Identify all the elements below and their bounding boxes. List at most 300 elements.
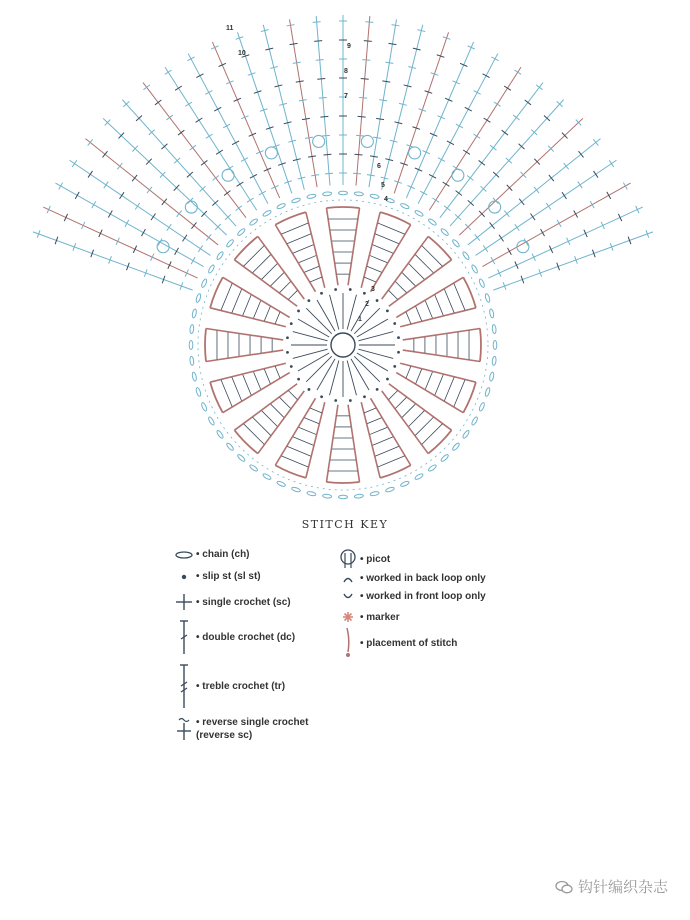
chain-stitch: [354, 192, 363, 197]
wedge-crossbar: [415, 255, 433, 273]
brim-stitch: [72, 160, 76, 167]
slip-stitch-dot: [393, 322, 396, 325]
brim-stitch: [564, 163, 569, 169]
brim-stitch: [177, 211, 182, 217]
wedge-crossbar: [244, 246, 265, 267]
key-item-double-crochet: [172, 618, 295, 656]
back-loop-icon: [336, 573, 360, 585]
brim-stitch: [102, 151, 107, 157]
brim-picot: [185, 201, 197, 213]
wedge-crossbar: [378, 456, 405, 467]
wedge-outline: [403, 328, 480, 361]
chain-stitch: [339, 495, 348, 499]
round-number-9: 9: [347, 43, 351, 50]
round-number-11: 11: [226, 25, 234, 32]
brim-stitch: [484, 118, 491, 122]
brim-stitch: [432, 198, 439, 202]
brim-stitch: [504, 211, 509, 217]
chain-stitch: [462, 430, 470, 439]
brim-stitch: [392, 25, 400, 26]
brim-stitch: [474, 91, 481, 95]
key-label-chain: • chain (ch): [196, 549, 250, 560]
placement-icon: [336, 626, 360, 660]
slip-stitch-dot: [376, 299, 379, 302]
chain-stitch: [226, 239, 235, 248]
wedge-crossbar: [409, 411, 424, 426]
brim-stitch: [514, 70, 521, 74]
brim-stitch: [593, 171, 597, 178]
brim-stitch: [574, 211, 578, 218]
brim-stitch: [296, 81, 304, 82]
chain-icon: [172, 549, 196, 561]
round-number-3: 3: [371, 286, 375, 293]
brim-stitch: [456, 191, 462, 196]
slip-stitch-dot: [376, 388, 379, 391]
treble-crochet-icon: [172, 662, 196, 710]
chain-stitch: [462, 251, 470, 260]
brim-stitch: [513, 115, 519, 120]
wedge-crossbar: [370, 256, 387, 263]
wedge-crossbar: [288, 391, 297, 400]
wedge-crossbar: [422, 424, 443, 445]
brim-stitch: [88, 139, 93, 145]
brim-stitch: [120, 192, 124, 199]
brim-picot: [157, 241, 169, 253]
key-label-back-loop: • worked in back loop only: [360, 573, 486, 584]
brim-stitch: [507, 248, 511, 255]
brim-stitch: [135, 203, 139, 210]
wedge-crossbar: [287, 234, 310, 244]
wechat-icon: [555, 880, 573, 894]
key-item-reverse-single-crochet: [172, 716, 308, 742]
brim-stitch: [473, 134, 480, 138]
chain-stitch: [195, 293, 201, 303]
brim-stitch: [562, 192, 566, 199]
chain-stitch: [307, 491, 317, 496]
wedge-outline: [275, 212, 324, 292]
wedge-outline: [396, 363, 476, 412]
brim-stitch: [213, 176, 219, 181]
brim-stitch: [362, 60, 370, 61]
wedge-crossbar: [253, 417, 271, 435]
brim-stitch: [359, 97, 367, 98]
round-number-8: 8: [344, 68, 348, 75]
front-loop-icon: [336, 591, 360, 603]
brim-stitch: [167, 224, 171, 231]
wedge-crossbar: [264, 369, 270, 383]
brim-stitch: [187, 57, 194, 61]
brim-stitch: [191, 257, 195, 264]
brim-stitch: [232, 141, 239, 145]
chain-stitch: [276, 480, 286, 487]
brim-stitch: [290, 43, 298, 44]
brim-stitch: [316, 60, 324, 61]
wedge-top-bar: [380, 212, 411, 225]
brim-stitch: [382, 81, 390, 82]
wedge-crossbar: [262, 411, 277, 426]
wedge-top-bar: [463, 277, 476, 308]
wedge-top-bar: [380, 465, 411, 478]
round-number-7: 7: [344, 93, 348, 100]
chain-stitch: [249, 218, 258, 226]
brim-stitch: [132, 175, 137, 181]
brim-stitch: [117, 163, 122, 169]
wedge-crossbar: [288, 290, 297, 299]
key-item-front-loop: [336, 590, 486, 603]
brim-picot: [361, 135, 373, 147]
wedge-crossbar: [389, 391, 398, 400]
chain-stitch: [370, 491, 380, 496]
brim-stitch: [519, 199, 524, 205]
chain-stitch: [385, 486, 395, 492]
brim-stitch: [178, 130, 184, 135]
wedge-top-bar: [234, 236, 257, 259]
brim-stitch: [490, 145, 496, 150]
chain-stitch: [471, 416, 479, 426]
brim-stitch: [504, 86, 511, 90]
key-item-chain: [172, 548, 250, 561]
brim-stitch: [456, 124, 463, 128]
chain-stitch: [428, 464, 437, 472]
wedge-crossbar: [243, 375, 251, 395]
brim-column: [165, 67, 257, 210]
brim-stitch: [311, 175, 319, 176]
slip-stitch-dot: [363, 395, 366, 398]
chain-stitch: [237, 454, 246, 463]
wedge-crossbar: [281, 223, 308, 234]
wedge-crossbar: [416, 369, 422, 383]
chain-stitch: [237, 228, 246, 237]
brim-stitch: [467, 176, 473, 181]
key-label-single-crochet: • single crochet (sc): [196, 596, 291, 608]
brim-stitch: [609, 160, 613, 167]
brim-stitch: [515, 224, 519, 231]
wedge-top-bar: [480, 328, 481, 361]
brim-stitch: [250, 174, 257, 178]
chain-stitch: [276, 203, 286, 210]
wedge-crossbar: [264, 306, 270, 320]
stitch-key-title: STITCH KEY: [301, 518, 389, 531]
brim-stitch: [593, 139, 598, 145]
wedge-crossbar: [271, 404, 284, 417]
wedge-top-bar: [326, 482, 359, 483]
brim-stitch: [299, 100, 307, 101]
chain-stitch: [489, 372, 494, 382]
brim-stitch: [536, 85, 542, 90]
brim-stitch: [379, 100, 387, 101]
wedge-crossbar: [389, 290, 398, 299]
wedge-crossbar: [425, 372, 432, 389]
chain-stitch: [201, 402, 208, 412]
chain-stitch: [478, 402, 485, 412]
brim-stitch: [370, 156, 378, 157]
chain-stitch: [208, 416, 216, 426]
brim-stitch: [438, 158, 445, 162]
watermark: [555, 876, 668, 897]
chain-stitch: [216, 251, 224, 260]
brim-stitch: [314, 41, 322, 42]
brim-stitch: [198, 245, 202, 252]
slip-stitch-dot: [349, 399, 352, 402]
brim-stitch: [443, 182, 450, 186]
wedge-crossbar: [221, 283, 232, 310]
chain-stitch: [440, 454, 449, 463]
chain-stitch: [307, 194, 317, 199]
chain-stitch: [400, 480, 410, 487]
wedge-crossbar: [364, 408, 376, 413]
key-label-slip-stitch: • slip st (sl st): [196, 571, 261, 582]
wedge-top-bar: [234, 430, 257, 453]
brim-stitch: [502, 130, 508, 135]
brim-stitch: [361, 79, 369, 80]
slip-stitch-dot: [397, 351, 400, 354]
brim-picot: [409, 147, 421, 159]
wedge-crossbar: [254, 372, 261, 389]
brim-stitch: [483, 245, 487, 252]
brim-stitch: [313, 22, 321, 23]
brim-stitch: [388, 43, 396, 44]
wedge-crossbar: [373, 245, 393, 253]
brim-stitch: [293, 62, 301, 63]
brim-stitch: [607, 192, 611, 199]
wedge-crossbar: [254, 301, 261, 318]
chain-stitch: [414, 473, 424, 481]
brim-stitch: [578, 182, 582, 189]
wedge-crossbar: [378, 223, 405, 234]
brim-stitch: [358, 116, 366, 117]
wedge-crossbar: [243, 295, 251, 315]
wedge-outline: [396, 277, 476, 326]
slip-stitch-dot: [320, 395, 323, 398]
chain-stitch: [400, 203, 410, 210]
wedge-outline: [326, 405, 359, 482]
brim-stitch: [356, 135, 364, 136]
wedge-crossbar: [271, 273, 284, 286]
wedge-crossbar: [275, 312, 280, 324]
slip-stitch-dot: [307, 299, 310, 302]
single-crochet-icon: [172, 592, 196, 612]
brim-stitch: [444, 206, 450, 211]
brim-stitch: [623, 183, 627, 190]
chain-stitch: [428, 218, 437, 226]
wedge-top-bar: [428, 236, 451, 259]
brim-picot: [517, 241, 529, 253]
slip-stitch-dot: [363, 292, 366, 295]
brim-stitch: [447, 141, 454, 145]
slip-stitch-icon: [172, 571, 196, 583]
wedge-crossbar: [375, 234, 398, 244]
brim-stitch: [376, 118, 384, 119]
slip-stitch-dot: [320, 292, 323, 295]
brim-column: [369, 19, 397, 187]
chain-stitch: [262, 210, 272, 218]
brim-stitch: [223, 124, 230, 128]
wedge-crossbar: [287, 446, 310, 456]
chain-stitch: [452, 442, 461, 451]
reverse-single-crochet-icon: [172, 716, 196, 742]
wedge-top-bar: [210, 277, 223, 308]
wedge-crossbar: [454, 283, 465, 310]
wedge-crossbar: [444, 289, 454, 312]
wedge-crossbar: [293, 245, 313, 253]
round-4-ring: [198, 200, 488, 490]
chain-stitch: [189, 341, 193, 350]
brim-stitch: [590, 201, 594, 208]
brim-stitch: [546, 203, 550, 210]
brim-stitch: [367, 175, 375, 176]
wedge-crossbar: [232, 289, 242, 312]
brim-stitch: [259, 191, 266, 195]
wedge-crossbar: [373, 437, 393, 445]
brim-stitch: [175, 248, 179, 255]
wedge-outline: [275, 398, 324, 478]
chain-stitch: [492, 324, 497, 333]
brim-stitch: [151, 213, 155, 220]
brim-stitch: [206, 234, 211, 240]
wedge-crossbar: [375, 446, 398, 456]
wedge-crossbar: [367, 266, 381, 272]
brim-stitch: [191, 222, 196, 228]
brim-stitch: [322, 135, 330, 136]
wedge-top-bar: [205, 328, 206, 361]
key-item-slip-stitch: [172, 570, 261, 583]
wedge-crossbar: [253, 255, 271, 273]
brim-stitch: [162, 199, 167, 205]
brim-column: [429, 67, 521, 210]
brim-stitch: [355, 154, 363, 155]
brim-stitch: [320, 116, 328, 117]
brim-stitch: [196, 118, 203, 122]
brim-stitch: [465, 107, 472, 111]
chain-stitch: [370, 194, 380, 199]
brim-stitch: [479, 160, 485, 165]
key-item-back-loop: [336, 572, 486, 585]
wedge-outline: [210, 277, 290, 326]
wedge-outline: [206, 328, 283, 361]
chain-stitch: [192, 372, 197, 382]
brim-stitch: [490, 222, 495, 228]
brim-stitch: [534, 187, 539, 193]
wedge-crossbar: [364, 277, 376, 282]
slip-stitch-dot: [286, 336, 289, 339]
brim-stitch: [185, 102, 192, 106]
marker-icon: [336, 610, 360, 624]
slip-stitch-dot: [393, 365, 396, 368]
brim-picot: [313, 135, 325, 147]
round-number-1: 1: [358, 316, 362, 323]
wedge-crossbar: [280, 282, 291, 293]
chain-stitch: [414, 210, 424, 218]
chain-stitch: [190, 324, 195, 333]
wedge-top-bar: [463, 382, 476, 413]
brim-stitch: [325, 173, 333, 174]
slip-stitch-dot: [334, 288, 337, 291]
chain-stitch: [201, 278, 208, 288]
brim-picot: [452, 169, 464, 181]
brim-stitch: [214, 107, 221, 111]
wedge-crossbar: [370, 427, 387, 434]
round-number-4: 4: [384, 196, 388, 203]
brim-stitch: [549, 175, 554, 181]
chain-stitch: [190, 356, 195, 365]
wedge-crossbar: [422, 246, 443, 267]
chain-stitch: [489, 309, 494, 319]
brim-stitch: [365, 22, 373, 23]
watermark-text: 钩针编织杂志: [577, 878, 668, 896]
chain-stitch: [249, 464, 258, 472]
wedge-crossbar: [415, 417, 433, 435]
brim-stitch: [323, 154, 331, 155]
slip-stitch-dot: [290, 322, 293, 325]
chain-stitch: [452, 239, 461, 248]
brim-stitch: [541, 229, 545, 236]
wedge-crossbar: [402, 273, 415, 286]
brim-stitch: [499, 235, 503, 242]
brim-stitch: [205, 91, 212, 95]
brim-stitch: [237, 182, 244, 186]
chain-stitch: [493, 341, 497, 350]
wedge-outline: [210, 363, 290, 412]
brim-stitch: [155, 100, 161, 105]
wedge-top-bar: [428, 430, 451, 453]
brim-stitch: [491, 257, 495, 264]
brim-stitch: [475, 234, 480, 240]
wedge-crossbar: [395, 397, 406, 408]
brim-stitch: [319, 97, 327, 98]
slip-stitch-dot: [349, 288, 352, 291]
slip-stitch-dot: [308, 388, 311, 391]
chain-stitch: [208, 264, 216, 274]
wedge-crossbar: [293, 437, 313, 445]
brim-stitch: [385, 62, 393, 63]
wedge-crossbar: [435, 295, 443, 315]
brim-stitch: [216, 150, 223, 154]
brim-column: [43, 207, 197, 278]
slip-stitch-dot: [290, 365, 293, 368]
brim-stitch: [241, 158, 248, 162]
brim-stitch: [147, 187, 152, 193]
brim-stitch: [75, 192, 79, 199]
wedge-crossbar: [402, 404, 415, 417]
chain-stitch: [322, 494, 331, 499]
chain-stitch: [339, 191, 348, 195]
brim-stitch: [59, 183, 63, 190]
chain-stitch: [484, 387, 490, 397]
brim-stitch: [579, 151, 584, 157]
brim-stitch: [175, 86, 182, 90]
brim-stitch: [201, 160, 207, 165]
slip-stitch-dot: [286, 351, 289, 354]
key-label-double-crochet: • double crochet (dc): [196, 631, 296, 643]
wedge-crossbar: [299, 427, 316, 434]
wedge-crossbar: [406, 366, 411, 378]
brim-stitch: [88, 171, 92, 178]
wedge-crossbar: [454, 380, 465, 407]
brim-stitch: [143, 85, 149, 90]
brim-stitch: [196, 74, 203, 78]
brim-stitch: [302, 118, 310, 119]
key-item-treble-crochet: [172, 662, 285, 710]
wedge-crossbar: [280, 397, 291, 408]
round-number-5: 5: [381, 182, 385, 189]
key-label-picot: • picot: [360, 553, 391, 565]
chain-stitch: [440, 228, 449, 237]
wedge-crossbar: [275, 366, 280, 378]
chain-stitch: [192, 309, 197, 319]
wedge-crossbar: [416, 306, 422, 320]
slip-stitch-dot: [386, 378, 389, 381]
inner-spoke: [306, 308, 331, 333]
